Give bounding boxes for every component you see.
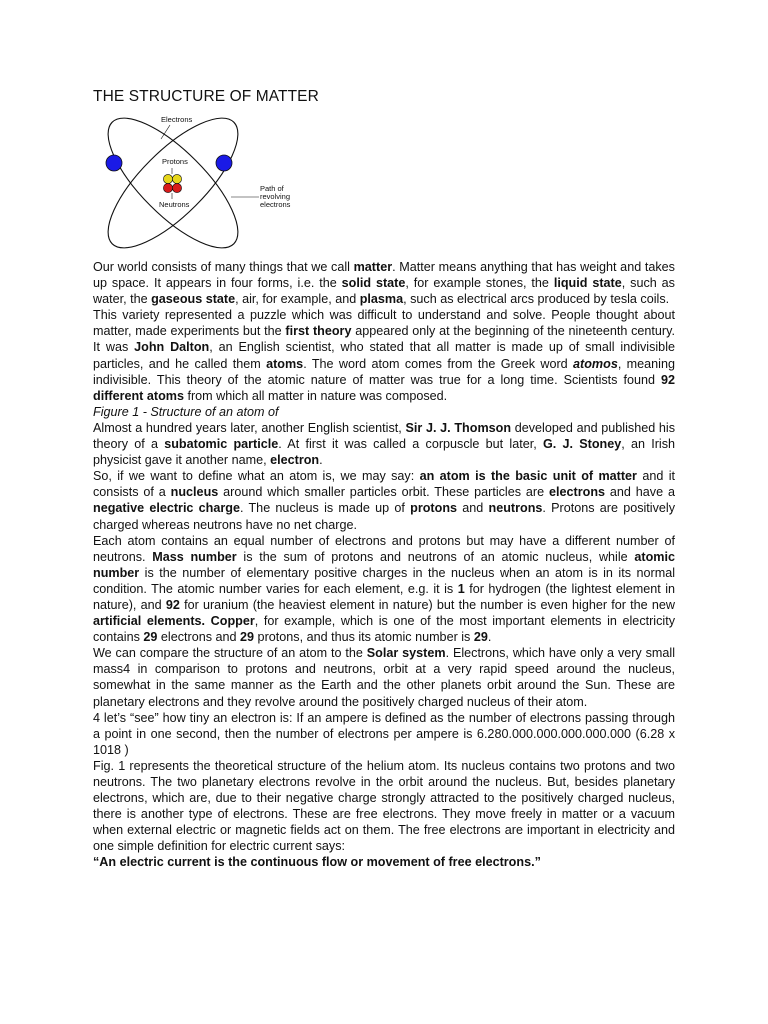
text-run: , an English scientist, who stated that all matter is made up of small indivisible particles, and he called them	[93, 340, 675, 371]
label-path-2: revolving	[260, 192, 291, 201]
label-neutrons: Neutrons	[159, 200, 190, 209]
bold-text: Solar system	[366, 646, 446, 661]
bold-text: John Dalton	[134, 340, 210, 355]
atom-figure	[101, 111, 311, 251]
label-path-1: Path of	[260, 184, 284, 193]
text-run: around which smaller particles orbit. These particles are	[218, 485, 550, 500]
bold-text: solid state	[341, 276, 406, 291]
text-run: electrons and	[157, 630, 241, 645]
proton-2	[172, 174, 181, 183]
bold-text: first theory	[285, 324, 352, 339]
paragraph	[93, 854, 675, 870]
text-run: Our world consists of many things that we call	[93, 260, 354, 274]
text-run: .	[319, 453, 323, 468]
paragraph	[93, 420, 675, 468]
text-run: , such as water, the	[93, 276, 675, 307]
text-run: , air, for example, and	[235, 292, 360, 307]
bold-text: nucleus	[170, 485, 219, 500]
paragraph	[93, 259, 675, 307]
bold-text: electron	[270, 453, 320, 468]
bold-text: 29	[473, 630, 488, 645]
document-title: THE STRUCTURE OF MATTER	[93, 88, 319, 105]
paragraph	[93, 307, 675, 404]
text-run: . Protons are positively charged whereas neutrons have no net charge.	[93, 501, 676, 532]
text-run: Fig. 1 represents the theoretical structure of the helium atom. Its nucleus contains two protons and two neutrons. The two planetary electrons revolve in the orbit around the nucleus. But, besides planetary electrons, which are, due to their negative charge strongly attracted to the positively charged nucleus, there is another type of electrons. These are free electrons. They move freely in matter or a vacuum when external electric or magnetic fields act on them. The free electrons are important in electricity and one simple definition for electric current says:	[93, 758, 675, 854]
paragraph	[93, 468, 675, 532]
text-run: . Electrons, which have only a very small mass4 in comparison to protons and neutrons, orbit at a very rapid speed around the nucleus, somewhat in the same manner as the Earth and the other planets orbit around the Sun. These are planetary electrons and they revolve around the positively charged nucleus of their atom.	[93, 646, 675, 709]
text-run: Each atom contains an equal number of electrons and protons but may have a different number of neutrons.	[93, 533, 675, 564]
paragraph	[93, 404, 675, 420]
document-page	[93, 86, 675, 871]
bold-text: Sir J. J. Thomson	[405, 420, 512, 435]
text-run: , an Irish physicist gave it another name,	[93, 437, 675, 468]
label-path-3: electrons	[260, 200, 291, 209]
bold-text: gaseous state	[151, 292, 236, 307]
bold-text: atomos	[573, 356, 618, 371]
text-run: .	[487, 630, 492, 645]
text-run: is the sum of protons and neutrons of an atomic nucleus, while	[236, 549, 635, 564]
bold-text: 1	[457, 581, 465, 596]
text-run: is the number of elementary positive charges in the nucleus when an atom is in its normal condition. The atomic number varies for each element, e.g. it is	[93, 565, 675, 596]
italic-text: Figure 1 - Structure of an atom of	[93, 404, 279, 419]
bold-text: Copper	[210, 614, 255, 629]
text-run: . The nucleus is made up of	[239, 501, 411, 516]
bold-text: liquid state	[553, 276, 622, 291]
bold-text: plasma	[359, 292, 404, 307]
bold-text: an atom is the basic unit of matter	[419, 469, 637, 484]
document-body	[93, 259, 675, 871]
bold-text: G. J. Stoney	[542, 437, 622, 452]
bold-text: electrons	[549, 485, 606, 500]
bold-text: 29	[143, 630, 158, 645]
text-run: and	[457, 501, 489, 516]
bold-text: 92 different atoms	[93, 372, 675, 403]
paragraph	[93, 645, 675, 709]
bold-text: artificial elements.	[93, 614, 206, 629]
text-run: We can compare the structure of an atom to the	[93, 646, 367, 661]
text-run: . At first it was called a corpuscle but later,	[278, 437, 543, 452]
text-run: for hydrogen (the lightest element in nature), and	[93, 581, 675, 612]
text-run: and it consists of a	[93, 469, 675, 500]
text-run: . Matter means anything that has weight and takes up space. It appears in four forms, i.e. the	[93, 260, 675, 291]
bold-text: neutrons	[488, 501, 543, 516]
neutron-1	[163, 183, 172, 192]
atom-diagram	[101, 111, 311, 251]
paragraph	[93, 758, 675, 855]
bold-text: 92	[165, 597, 180, 612]
text-run: , for example, which is one of the most important elements in electricity contains	[93, 614, 675, 645]
text-run: , such as electrical arcs produced by tesla coils.	[403, 292, 670, 307]
text-run: protons, and thus its atomic number is	[254, 630, 474, 645]
text-run: , for example stones, the	[405, 276, 554, 291]
text-run: for uranium (the heaviest element in nature) but the number is even higher for the new	[179, 597, 675, 612]
bold-text: “An electric current is the continuous flow or movement of free electrons.”	[93, 855, 541, 870]
neutron-2	[172, 183, 181, 192]
text-run: 4 let’s “see” how tiny an electron is: If an ampere is defined as the number of electrons passing through a point in one second, then the number of electrons per ampere is 6.280.000.000.000.000.000 (6.28 x 1018 )	[93, 710, 675, 757]
paragraph	[93, 533, 675, 646]
bold-text: atomic number	[93, 549, 675, 580]
paragraph	[93, 710, 675, 758]
electron-right	[216, 155, 232, 171]
text-run: Almost a hundred years later, another English scientist,	[93, 420, 406, 435]
text-run: developed and published his theory of a	[93, 420, 676, 452]
label-electrons: Electrons	[161, 115, 193, 124]
text-run: So, if we want to define what an atom is, we may say:	[93, 469, 420, 484]
bold-text: Mass number	[152, 549, 237, 564]
proton-1	[163, 174, 172, 183]
bold-text: 29	[240, 630, 255, 645]
bold-text: atoms	[266, 356, 304, 371]
text-run: and have a	[605, 485, 676, 500]
text-run: This variety represented a puzzle which was difficult to understand and solve. People thought about matter, made experiments but the	[93, 308, 675, 339]
bold-text: subatomic particle	[164, 437, 279, 452]
text-run: appeared only at the beginning of the nineteenth century. It was	[93, 324, 675, 355]
bold-text: protons	[410, 501, 458, 516]
bold-text: negative electric charge	[93, 501, 240, 516]
label-protons: Protons	[162, 157, 188, 166]
bold-text: matter	[353, 260, 393, 274]
text-run: . The word atom comes from the Greek word	[303, 356, 574, 371]
text-run: , meaning indivisible. This theory of the atomic nature of matter was true for a long time. Scientists found	[93, 356, 675, 387]
text-run: from which all matter in nature was composed.	[183, 388, 448, 403]
electron-left	[106, 155, 122, 171]
